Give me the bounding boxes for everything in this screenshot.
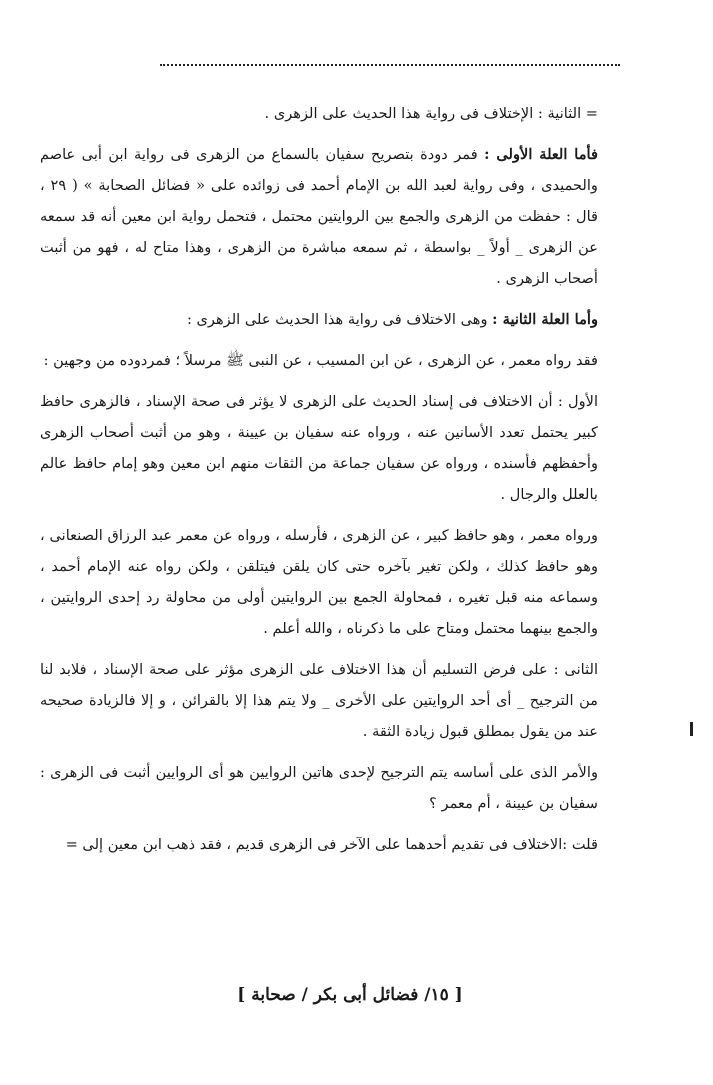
margin-mark: [690, 722, 693, 736]
paragraph-7: الثانى : على فرض التسليم أن هذا الاختلاف على الزهرى مؤثر على صحة الإسناد ، فلابد لنا من الترجيح _ أى أحد الروايتين على الأخرى _ ولا يتم هذا إلا بالقرائن ، و إلا فالزيادة صحيحه عند من يقول بمطلق قبول زيادة الثقة .: [40, 661, 598, 740]
body-text: [40, 98, 598, 860]
paragraph-3: وأما العلة الثانية : وهى الاختلاف فى رواية هذا الحديث على الزهرى :: [186, 311, 598, 328]
paragraph-8: والأمر الذى على أساسه يتم الترجيح لإحدى هاتين الروايين هو أى الروايين أثبت فى الزهرى : سفيان بن عيينة ، أم معمر ؟: [40, 764, 598, 812]
paragraph-9: قلت :الاختلاف فى تقديم أحدهما على الآخر فى الزهرى قديم ، فقد ذهب ابن معين إلى =: [65, 836, 598, 853]
paragraph-4: فقد رواه معمر ، عن الزهرى ، عن ابن المسيب ، عن النبى ﷺ مرسلاً ؛ فمردوده من وجهين :: [43, 352, 598, 369]
header-dotted-rule: [160, 64, 620, 74]
page-footer: [ ١٥/ فضائل أبى بكر / صحابة ]: [237, 985, 463, 1005]
paragraph-2: فأما العلة الأولى : فمر دودة بتصريح سفيان بالسماع من الزهرى فى رواية ابن أبى عاصم والحميدى ، وفى رواية لعبد الله بن الإمام أحمد فى زوائده على « فضائل الصحابة » ( ٢٩ ، قال : حفظت من الزهرى والجمع بين الروايتين محتمل ، فتحمل رواية ابن معين أنه قد سمعه عن الزهرى _ أولاً _ بواسطة ، ثم سمعه مباشرة من الزهرى ، وهذا متاح له ، فهو من أثبت أصحاب الزهرى .: [40, 146, 598, 287]
paragraph-5: الأول : أن الاختلاف فى إسناد الحديث على الزهرى لا يؤثر فى صحة الإسناد ، فالزهرى حافظ كبير يحتمل تعدد الأسانين عنه ، ورواه عنه سفيان بن عيينة ، وهو من أثبت أصحاب الزهرى وأحفظهم فأسنده ، ورواه عن سفيان جماعة من الثقات منهم ابن معين وهو إمام حافظ عالم بالعلل والرجال .: [40, 393, 598, 503]
paragraph-1: = الثانية : الإختلاف فى رواية هذا الحديث على الزهرى .: [264, 105, 598, 122]
paragraph-3-label: وأما العلة الثانية :: [492, 311, 598, 328]
paragraph-2-label: فأما العلة الأولى :: [484, 146, 598, 163]
paragraph-6: ورواه معمر ، وهو حافظ كبير ، عن الزهرى ، فأرسله ، ورواه عن معمر عبد الرزاق الصنعانى ، وهو حافظ كذلك ، ولكن تغير بآخره حتى كان يلقن فيتلقن ، ولكن رواه عنه الإمام أحمد ، وسماعه منه قبل تغيره ، فمحاولة الجمع بين الروايتين أولى من محاولة رد إحدى الروايتين ، والجمع بينهما محتمل ومتاح على ما ذكرناه ، والله أعلم .: [40, 527, 598, 637]
